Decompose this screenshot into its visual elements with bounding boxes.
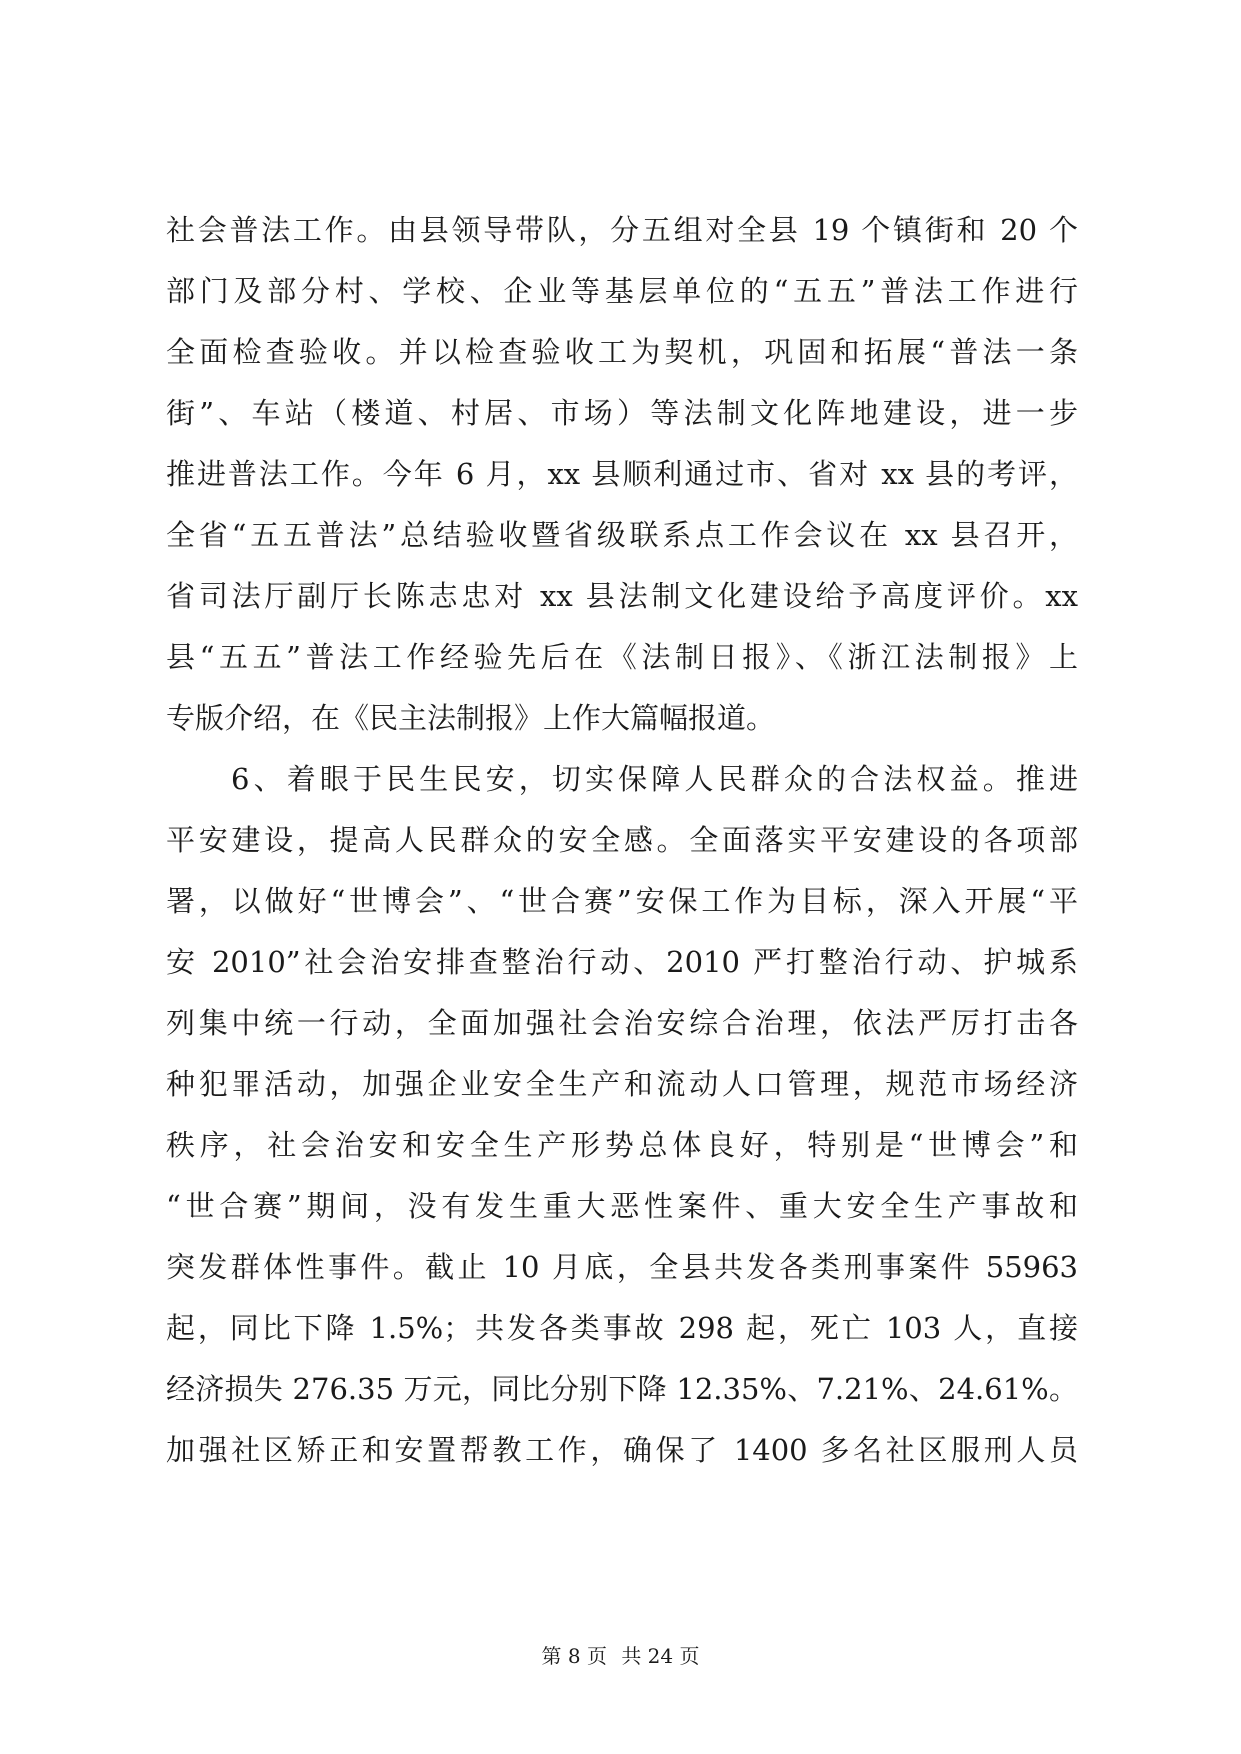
text-line: “世合赛”期间，没有发生重大恶性案件、重大安全生产事故和 [166,1189,1078,1223]
text-line: 6、着眼于民生民安，切实保障人民群众的合法权益。推进 [231,762,1078,796]
text-line: 县“五五”普法工作经验先后在《法制日报》、《浙江法制报》上 [166,640,1078,674]
text-line: 街”、车站（楼道、村居、市场）等法制文化阵地建设，进一步 [166,396,1078,430]
text-line: 列集中统一行动，全面加强社会治安综合治理，依法严厉打击各 [166,1006,1078,1040]
text-line: 经济损失 276.35 万元，同比分别下降 12.35%、7.21%、24.61%。 [166,1372,1078,1406]
page-footer [0,1642,1241,1670]
text-line: 全面检查验收。并以检查验收工为契机，巩固和拓展“普法一条 [166,335,1078,369]
text-line: 突发群体性事件。截止 10 月底，全县共发各类刑事案件 55963 [166,1250,1078,1284]
text-line: 省司法厅副厅长陈志忠对 xx 县法制文化建设给予高度评价。xx [166,579,1078,613]
text-line: 加强社区矫正和安置帮教工作，确保了 1400 多名社区服刑人员 [166,1433,1078,1467]
page-number: 第 8 页 [541,1644,607,1668]
text-line: 专版介绍，在《民主法制报》上作大篇幅报道。 [166,701,776,735]
text-line: 种犯罪活动，加强企业安全生产和流动人口管理，规范市场经济 [166,1067,1078,1101]
text-line: 社会普法工作。由县领导带队，分五组对全县 19 个镇街和 20 个 [166,213,1078,247]
text-line: 署，以做好“世博会”、“世合赛”安保工作为目标，深入开展“平 [166,884,1078,918]
text-line: 全省“五五普法”总结验收暨省级联系点工作会议在 xx 县召开， [166,518,1078,552]
text-line: 秩序，社会治安和安全生产形势总体良好，特别是“世博会”和 [166,1128,1078,1162]
text-line: 平安建设，提高人民群众的安全感。全面落实平安建设的各项部 [166,823,1078,857]
text-line: 推进普法工作。今年 6 月，xx 县顺利通过市、省对 xx 县的考评， [166,457,1078,491]
text-line: 起，同比下降 1.5%；共发各类事故 298 起，死亡 103 人，直接 [166,1311,1078,1345]
text-line: 安 2010”社会治安排查整治行动、2010 严打整治行动、护城系 [166,945,1078,979]
page-total: 共 24 页 [621,1644,700,1668]
text-line: 部门及部分村、学校、企业等基层单位的“五五”普法工作进行 [166,274,1078,308]
